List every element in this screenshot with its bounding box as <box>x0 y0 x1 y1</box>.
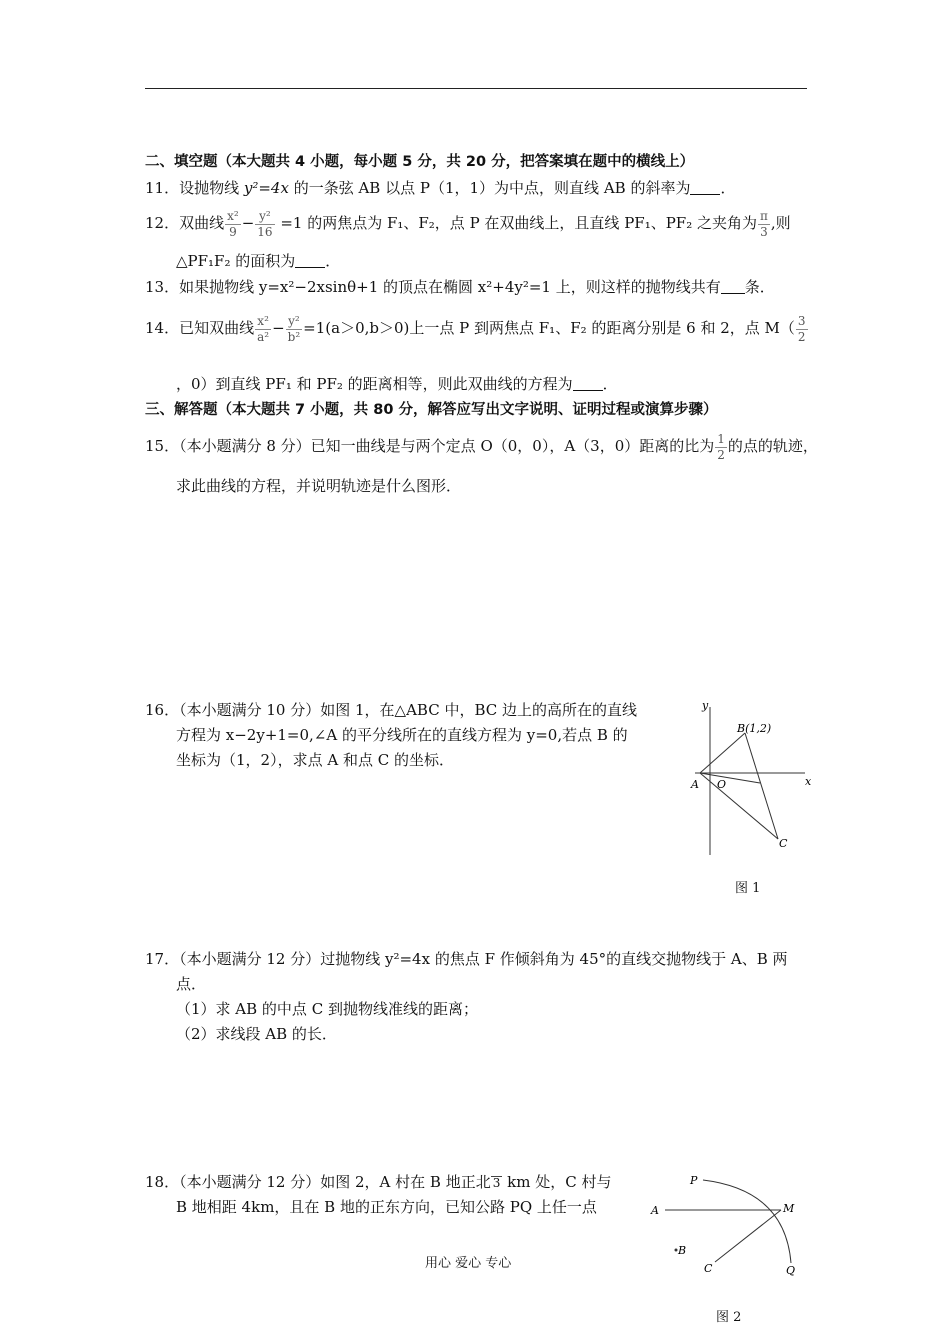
q18-line1-pre: （本小题满分 12 分）如图 2，A 村在 B 地正北 <box>179 1173 491 1191</box>
q12-minus: − <box>241 214 255 232</box>
figure-2-caption: 图 2 <box>716 1310 742 1325</box>
question-12 <box>145 203 791 243</box>
fig1-side-ab <box>700 733 745 773</box>
fig2-label-p: P <box>690 1174 698 1187</box>
q11-answer-blank <box>690 180 720 195</box>
figure-2-diagram <box>645 1168 805 1280</box>
q14-number: 14． <box>145 319 180 337</box>
q14-line2: ，0）到直线 PF₁ 和 PF₂ 的距离相等，则此双曲线的方程为 <box>176 375 573 393</box>
page-footer: 用心 爱心 专心 <box>425 1256 512 1271</box>
q13-end: 条． <box>744 278 775 296</box>
q18-line1-post: km 处，C 村与 <box>502 1173 612 1191</box>
q14-m-denominator: 2 <box>797 329 806 344</box>
fill-section-header: 二、填空题（本大题共 4 小题，每小题 5 分，共 20 分，把答案填在题中的横线上） <box>145 154 695 170</box>
q17-number: 17． <box>145 950 180 968</box>
q14-m-numerator: 3 <box>797 313 806 328</box>
q14-frac2-numerator: y² <box>286 314 303 330</box>
fig2-label-c: C <box>704 1262 713 1275</box>
fig2-label-q: Q <box>786 1264 796 1277</box>
q14-frac1-denominator: a² <box>257 329 270 344</box>
q12-fraction-y <box>255 209 274 240</box>
question-13 <box>145 277 775 297</box>
q14-answer-blank <box>573 376 603 391</box>
q11-number: 11． <box>145 179 180 197</box>
q16-number: 16． <box>145 701 180 719</box>
q12-frac1-denominator: 9 <box>229 224 237 239</box>
question-14 <box>145 308 809 348</box>
question-11 <box>145 178 735 198</box>
q15-number: 15． <box>145 437 180 455</box>
question-17-line4: （2）求线段 AB 的长． <box>176 1025 337 1043</box>
question-17-line3: （1）求 AB 的中点 C 到抛物线准线的距离； <box>176 1000 478 1018</box>
fig1-side-bc <box>745 733 778 839</box>
q14-fraction-x <box>255 314 271 345</box>
q12-post: =1 的两焦点为 F₁、F₂，点 P 在双曲线上，且直线 PF₁、PF₂ 之夹角为 <box>275 214 757 232</box>
q13-answer-blank <box>721 279 745 294</box>
q11-end: ． <box>720 179 736 197</box>
fig1-label-x: x <box>805 775 812 788</box>
fig2-label-a: A <box>651 1204 659 1217</box>
q13-number: 13． <box>145 278 180 296</box>
fig1-altitude <box>700 773 760 783</box>
question-17 <box>145 949 788 969</box>
q12-fraction-x <box>225 209 241 240</box>
question-15 <box>145 426 818 466</box>
header-rule <box>145 88 807 89</box>
figure-1-caption: 图 1 <box>735 881 761 896</box>
q12-frac2-numerator: y² <box>255 209 274 225</box>
q12-answer-blank <box>295 253 325 268</box>
q15-ratio-numerator: 1 <box>717 431 725 446</box>
q15-pre: （本小题满分 8 分）已知一曲线是与两个定点 O（0，0），A（3，0）距离的比为 <box>179 437 715 455</box>
question-16-line2: 方程为 x−2y+1=0,∠A 的平分线所在的直线方程为 y=0,若点 B 的 <box>176 726 628 744</box>
question-12-line2 <box>176 251 340 271</box>
question-18 <box>145 1172 611 1192</box>
q14-post: =1(a＞0,b＞0)上一点 P 到两焦点 F₁、F₂ 的距离分别是 6 和 2，点 M（ <box>303 319 795 337</box>
q15-ratio-denominator: 2 <box>717 447 725 462</box>
q12-angle-numerator: π <box>760 208 768 223</box>
q12-pre: 双曲线 <box>179 214 225 232</box>
q14-fraction-y <box>286 314 303 345</box>
q14-frac1-numerator: x² <box>255 314 271 330</box>
question-14-line2 <box>176 374 618 394</box>
q13-text: 如果抛物线 y=x²−2xsinθ+1 的顶点在椭圆 x²+4y²=1 上，则这样的抛物线共有 <box>179 278 721 296</box>
fig1-side-ac <box>700 773 778 839</box>
q12-line2-end: ． <box>325 252 341 270</box>
q15-post: 的点的轨迹， <box>727 437 818 455</box>
q18-sqrt <box>491 1176 503 1189</box>
fig1-label-b: B(1,2) <box>737 722 772 735</box>
q14-minus: − <box>272 319 285 337</box>
fig1-label-a: A <box>691 778 699 791</box>
q17-line1: （本小题满分 12 分）过抛物线 y²=4x 的焦点 F 作倾斜角为 45°的直线交抛物线于 A、B 两 <box>179 950 788 968</box>
q18-number: 18． <box>145 1173 180 1191</box>
q12-angle-fraction <box>758 209 770 240</box>
fig2-label-b: B <box>678 1244 687 1257</box>
question-17-line2: 点． <box>176 975 207 993</box>
solve-section-header: 三、解答题（本大题共 7 小题，共 80 分，解答应写出文字说明、证明过程或演算步骤） <box>145 402 718 418</box>
q14-m-fraction <box>796 314 808 345</box>
figure-1-diagram <box>690 695 820 860</box>
q11-post: 的一条弦 AB 以点 P（1，1）为中点，则直线 AB 的斜率为 <box>288 179 691 197</box>
q11-pre: 设抛物线 <box>179 179 244 197</box>
q12-frac1-numerator: x² <box>227 208 239 223</box>
question-15-line2: 求此曲线的方程，并说明轨迹是什么图形． <box>176 477 462 495</box>
fig2-label-m: M <box>783 1202 795 1215</box>
fig2-road-pq <box>703 1180 791 1263</box>
fig2-line-cm <box>715 1210 781 1262</box>
q14-pre: 已知双曲线 <box>179 319 255 337</box>
q12-line2: △PF₁F₂ 的面积为 <box>176 252 296 270</box>
q12-angle-denominator: 3 <box>760 224 768 239</box>
q15-ratio-fraction <box>715 432 727 463</box>
q14-frac2-denominator: b² <box>287 329 301 344</box>
fig1-label-o: O <box>717 778 727 791</box>
question-18-line2: B 地相距 4km，且在 B 地的正东方向，已知公路 PQ 上任一点 <box>176 1198 597 1216</box>
q14-line2-end: ． <box>602 375 618 393</box>
q12-frac2-denominator: 16 <box>257 224 273 239</box>
fig1-label-y: y <box>702 699 709 712</box>
question-16-line3: 坐标为（1，2），求点 A 和点 C 的坐标． <box>176 751 454 769</box>
q12-end: ,则 <box>770 214 791 232</box>
q18-sqrt-value: 3 <box>492 1176 501 1190</box>
q12-number: 12． <box>145 214 180 232</box>
q11-equation: y²=4x <box>243 179 289 197</box>
question-16 <box>145 700 637 720</box>
fig1-label-c: C <box>779 837 788 850</box>
q16-line1: （本小题满分 10 分）如图 1，在△ABC 中，BC 边上的高所在的直线 <box>179 701 637 719</box>
